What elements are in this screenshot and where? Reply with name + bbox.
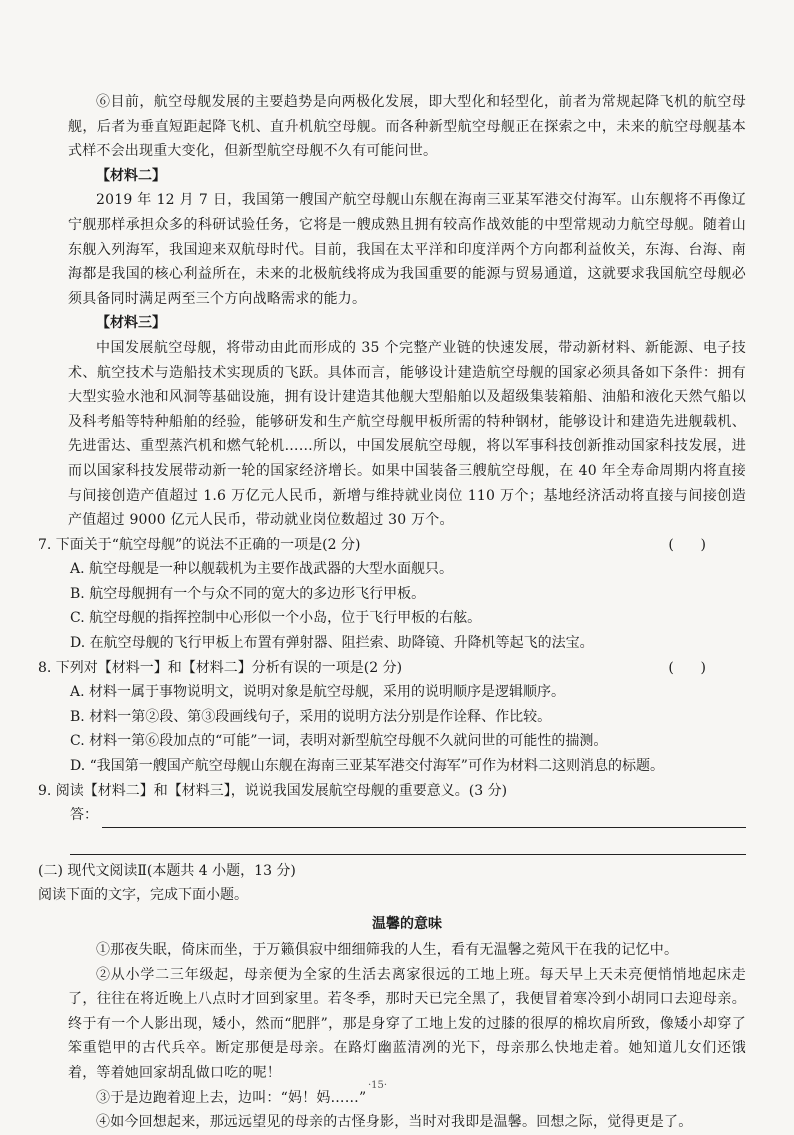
question-9-text: 9. 阅读【材料二】和【材料三】，说说我国发展航空母舰的重要意义。(3 分) [38,782,508,799]
section-2-instruction: 阅读下面的文字，完成下面小题。 [38,887,248,904]
question-7-option-d: D. 在航空母舰的飞行甲板上布置有弹射器、阻拦索、助降镜、升降机等起飞的法宝。 [70,635,594,652]
material2-heading: 【材料二】 [96,167,166,184]
question-8-option-b: B. 材料一第②段、第③段画线句子，采用的说明方法分别是作诠释、作比较。 [70,708,552,725]
article-paragraph-2: ②从小学二三年级起，母亲便为全家的生活去离家很远的工地上班。每天早上天未亮便悄悄地起床走了，往往在将近晚上八点时才回到家里。若冬季，那时天已完全黑了，我便冒着寒冷到小胡同口去迎母亲。终于有一个人影出现，矮小，然而“肥胖”，那是身穿了工地上发的过膝的很厚的棉坎肩所致，像矮小却穿了笨重铠甲的古代兵卒。断定那便是母亲。在路灯幽蓝清冽的光下，母亲那么快地走着。她知道儿女们还饿着，等着她回家胡乱做口吃的呢！ [68,966,746,1081]
question-7-answer-paren: ( ) [668,536,706,553]
question-7-text: 7. 下面关于“航空母舰”的说法不正确的一项是(2 分) [38,536,361,553]
article-paragraph-1: ①那夜失眠，倚床而坐，于万籁俱寂中细细筛我的人生，看有无温馨之菀风干在我的记忆中。 [96,942,679,958]
material3-heading: 【材料三】 [96,315,166,332]
question-7-stem [38,533,746,558]
question-8-text: 8. 下列对【材料一】和【材料二】分析有误的一项是(2 分) [38,659,403,676]
question-7-option-c: C. 航空母舰的指挥控制中心形似一个小岛，位于飞行甲板的右舷。 [70,610,482,627]
question-8-option-d: D. “我国第一艘国产航空母舰山东舰在海南三亚某军港交付海军”可作为材料二这则消息的标题。 [70,758,664,775]
section-2-header: (二) 现代文阅读Ⅱ(本题共 4 小题，13 分) [38,862,296,879]
question-8-option-c: C. 材料一第⑥段加点的“可能”一词，表明对新型航空母舰不久就问世的可能性的揣测。 [70,733,608,750]
material2-text: 2019 年 12 月 7 日，我国第一艘国产航空母舰山东舰在海南三亚某军港交付海军。山东舰将不再像辽宁舰那样承担众多的科研试验任务，它将是一艘成熟且拥有较高作战效能的中型常规动力航空母舰。随着山东舰入列海军，我国迎来双航母时代。目前，我国在太平洋和印度洋两个方向都利益攸关，东海、台海、南海都是我国的核心利益所在，未来的北极航线将成为我国重要的能源与贸易通道，这就要求我国航空母舰必须具备同时满足两至三个方向战略需求的能力。 [68,192,746,307]
article-paragraph-3: ③于是边跑着迎上去，边叫：“妈！妈……” [96,1089,367,1106]
question-8-option-a: A. 材料一属于事物说明文，说明对象是航空母舰，采用的说明顺序是逻辑顺序。 [70,684,566,701]
answer-label: 答： [70,807,98,824]
question-9-answer-row[interactable] [68,803,746,828]
article-title: 温馨的意味 [372,916,442,932]
question-7-option-b: B. 航空母舰拥有一个与众不同的宽大的多边形飞行甲板。 [70,585,426,602]
material3-text: 中国发展航空母舰，将带动由此而形成的 35 个完整产业链的快速发展，带动新材料、新能源、电子技术、航空技术与造船技术实现质的飞跃。具体而言，能够设计建造航空母舰的国家必须具备如下条件：拥有大型实验水池和风洞等基础设施，拥有设计建造其他舰大型船舶以及超级集装箱船、油船和液化天然气船以及科考船等特种船舶的经验，能够研发和生产航空母舰甲板所需的特种钢材，能够设计和建造先进舰载机、先进雷达、重型蒸汽机和燃气轮机……所以，中国发展航空母舰，将以军事科技创新推动国家科技发展，进而以国家科技发展带动新一轮的国家经济增长。如果中国装备三艘航空母舰，在 40 年全寿命周期内将直接与间接创造产值超过 1.6 万亿元人民币，新增与维持就业岗位 110 万个；基地经济活动将直接与间接创造产值超过 9000 亿元人民币，带动就业岗位数超过 30 万个。 [68,339,746,529]
page-number: ·15· [368,1080,388,1091]
question-7-option-a: A. 航空母舰是一种以舰载机为主要作战武器的大型水面舰只。 [70,561,454,578]
question-8-answer-paren: ( ) [668,659,706,676]
question-8-stem [38,656,746,681]
paragraph-material1-6: ⑥目前，航空母舰发展的主要趋势是向两极化发展，即大型化和轻型化，前者为常规起降飞机的航空母舰，后者为垂直短距起降飞机、直升机航空母舰。而各种新型航空母舰正在探索之中，未来的航空母舰基本式样不会出现重大变化，但新型航空母舰不久有可能问世。 [68,94,746,160]
answer-line-2[interactable] [70,828,746,855]
answer-line-1[interactable] [102,809,746,828]
article-paragraph-4: ④如今回想起来，那远远望见的母亲的古怪身影，当时对我即是温馨。回想之际，觉得更是了。 [96,1114,693,1131]
question-9-stem [38,779,746,804]
